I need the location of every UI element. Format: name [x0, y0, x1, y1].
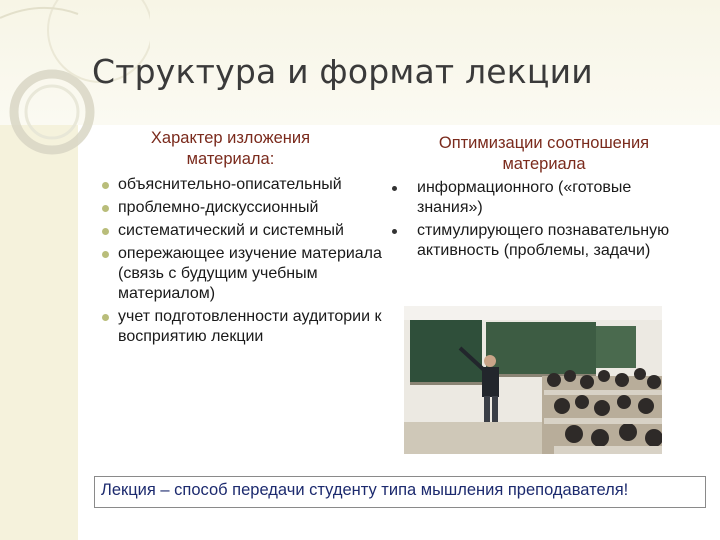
left-column-heading: Характер изложения материала: [150, 129, 311, 168]
bullet-icon [392, 186, 397, 191]
bullet-icon [102, 205, 109, 212]
slide-title: Структура и формат лекции [92, 52, 593, 91]
lecture-hall-illustration [404, 306, 662, 454]
bullet-icon [102, 228, 109, 235]
list-item: проблемно-дискуссионный [94, 198, 384, 218]
list-item: опережающее изучение материала (связь с будущим учебным материалом) [94, 244, 384, 304]
footer-text: Лекция – способ передачи студенту типа мышления преподавателя! [101, 481, 629, 499]
list-item: учет подготовленности аудитории к восприятию лекции [94, 307, 384, 347]
left-bullet-list [94, 175, 384, 350]
right-bullet-list [386, 178, 686, 264]
bullet-icon [102, 251, 109, 258]
bullet-icon [102, 314, 109, 321]
list-item: информационного («готовые знания») [386, 178, 686, 218]
list-item: объяснительно-описательный [94, 175, 384, 195]
lecture-hall-photo [404, 306, 662, 454]
list-item: стимулирующего познавательную активность (проблемы, задачи) [386, 221, 686, 261]
right-column-heading: Оптимизации соотношения материала [438, 134, 650, 173]
bullet-icon [392, 229, 397, 234]
bullet-icon [102, 182, 109, 189]
list-item: систематический и системный [94, 221, 384, 241]
footer-banner [94, 476, 706, 508]
